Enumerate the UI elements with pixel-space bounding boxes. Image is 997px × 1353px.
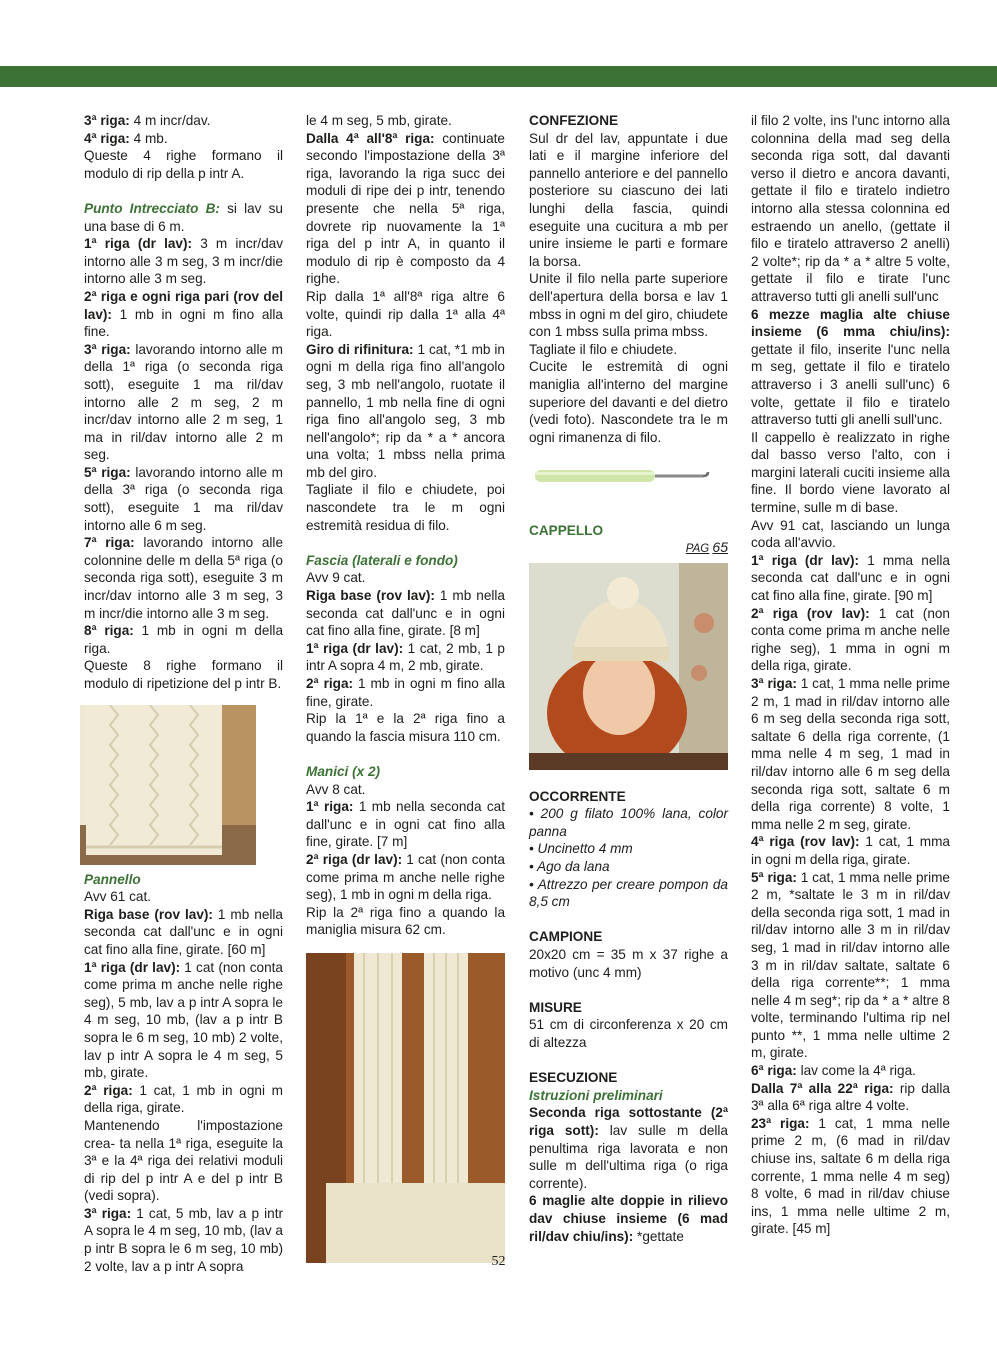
paragraph: Tagliate il filo e chiudete. bbox=[529, 341, 678, 357]
paragraph: Rip dalla 1ª all'8ª riga altre 6 volte, quindi rip dalla 1ª alla 4ª riga. bbox=[306, 288, 505, 340]
paragraph: 2ª riga: 1 cat, 1 mb in ogni m della riga, girate. bbox=[84, 1082, 283, 1116]
paragraph: Unite il filo nella parte superiore dell'apertura della borsa e lav 1 mbss in ogni m del giro, chiudete con 1 mbss sulla prima mbss. bbox=[529, 271, 728, 340]
paragraph: Dalla 4ª all'8ª riga: continuate secondo l'impostazione della 3ª riga, lavorando la riga succ dei moduli di ripe dei p intr, tenendo presente che nella 5ª riga, dovrete rip nuovamente la 1ª riga del p intr A, in quanto il modulo di rip è composto da 4 righe. bbox=[306, 130, 505, 287]
column-4 bbox=[751, 112, 950, 1238]
crochet-hook-image bbox=[529, 446, 728, 504]
paragraph: Avv 91 cat, lasciando un lunga coda all'avvio. bbox=[751, 517, 950, 551]
paragraph: 5ª riga: 1 cat, 1 mma nelle prime 2 m, *saltate le 3 m in ril/dav della seconda riga sott, 1 mad in ril/dav intorno alle 3 m in ril/dav seg, 1 mad in ril/dav intorno alle 3 m in ril/dav saltate, saltate 6 della riga corrente**; 1 mma nelle 4 m seg*; rip da * a * altre 8 volte, terminando l'ultima rip nel punto **, 1 mma nelle ultime 2 m, girate. bbox=[751, 869, 950, 1061]
paragraph: 1ª riga (dr lav): 1 cat (non conta come prima m anche nelle righe seg), 5 mb, lav a p intr A sopra le 4 m seg, 10 mb, (lav a p intr B sopra le 6 m seg, 10 mb) 2 volte, lav p intr A sopra le 4 m seg, 5 mb, girate. bbox=[84, 959, 283, 1081]
paragraph: 5ª riga: lavorando intorno alle m della 3ª riga (o seconda riga sott), eseguite 1 ma ril/dav intorno alle 6 m seg. bbox=[84, 464, 283, 533]
header-green-band bbox=[0, 66, 997, 87]
materials-item: • Uncinetto 4 mm bbox=[529, 841, 633, 857]
paragraph: 2ª riga: 1 mb in ogni m fino alla fine, girate. bbox=[306, 676, 505, 709]
paragraph: 8ª riga: 1 mb in ogni m della riga. bbox=[84, 623, 283, 656]
paragraph: Rip la 2ª riga fino a quando la maniglia misura 62 cm. bbox=[306, 904, 505, 938]
section-heading: CONFEZIONE bbox=[529, 113, 619, 128]
paragraph: Riga base (rov lav): 1 mb nella seconda cat dall'unc e in ogni cat fino alla fine, girate. [8 m] bbox=[306, 588, 505, 639]
materials-item: • Ago da lana bbox=[529, 859, 610, 875]
paragraph: 3ª riga: lavorando intorno alle m della 1ª riga (o seconda riga sott), eseguite 1 ma ril/dav intorno alle 2 m seg, 2 m incr/dav intorno alle 2 m seg, 1 ma in ril/dav intorno alle 2 m seg. bbox=[84, 341, 283, 463]
panel-photo bbox=[80, 705, 256, 865]
section-heading: MISURE bbox=[529, 999, 582, 1015]
column-3 bbox=[529, 112, 728, 1245]
section-heading: CAPPELLO bbox=[529, 522, 604, 538]
handle-photo bbox=[306, 953, 505, 1263]
panel-title: Pannello bbox=[84, 871, 141, 887]
paragraph: Punto Intrecciato B: si lav su una base di 6 m. bbox=[84, 200, 283, 234]
paragraph: Mantenendo l'impostazione crea- ta nella 1ª riga, eseguite la 3ª e la 4ª riga dei relativi moduli di rip del p intr A e del p intr B (vedi sopra). bbox=[84, 1117, 283, 1204]
paragraph: Giro di rifinitura: 1 cat, *1 mb in ogni m della riga fino all'angolo seg, 3 mb nell'angolo, ruotate il pannello, 1 mb nella fine di ogni riga fino all'angolo seg, 3 mb nell'angolo*; rip da * a * ancora una volta; 1 mbss nella prima mb del giro. bbox=[306, 341, 505, 480]
paragraph: 3ª riga: 4 m incr/dav. bbox=[84, 113, 211, 128]
paragraph: Dalla 7ª alla 22ª riga: rip dalla 3ª alla 6ª riga altre 4 volte. bbox=[751, 1080, 950, 1114]
paragraph: 23ª riga: 1 cat, 1 mma nelle prime 2 m, (6 mad in ril/dav chiuse ins, saltate 6 m della riga corrente, 1 mma nelle 4 m seg) 8 volte, 6 mad in ril/dav chiuse ins, 1 mma nelle ultime 2 m, girate. [45 m] bbox=[751, 1115, 950, 1237]
paragraph: 4ª riga: 4 mb. bbox=[84, 130, 168, 146]
paragraph: Avv 8 cat. bbox=[306, 781, 366, 797]
paragraph: 6ª riga: lav come la 4ª riga. bbox=[751, 1063, 916, 1079]
paragraph: Tagliate il filo e chiudete, poi nascondete tra le m ogni estremità residua di filo. bbox=[306, 482, 505, 533]
subheading: Fascia (laterali e fondo) bbox=[306, 552, 458, 568]
hat-photo bbox=[529, 563, 728, 770]
paragraph: 20x20 cm = 35 m x 37 righe a motivo (unc 4 mm) bbox=[529, 947, 728, 980]
paragraph: 2ª riga (rov lav): 1 cat (non conta come prima m anche nelle righe seg), 1 mma in ogni m della riga, girate. bbox=[751, 605, 950, 674]
paragraph: 2ª riga e ogni riga pari (rov del lav): 1 mb in ogni m fino alla fine. bbox=[84, 288, 283, 340]
paragraph: Seconda riga sottostante (2ª riga sott): lav sulle m della penultima riga lavorata e non sulle m dell'ultima riga (o riga corrente). bbox=[529, 1105, 728, 1191]
paragraph: 3ª riga: 1 cat, 1 mma nelle prime 2 m, 1 mad in ril/dav intorno alle 6 m seg della seconda riga sott, saltate 6 della riga corrente, (1 mma nelle 4 m seg, 1 mad in ril/dav intorno alle 6 m seg della seconda riga sott, saltate 6 m della riga corrente) 8 volte, 1 mma nelle 2 m seg, girate. bbox=[751, 676, 950, 832]
subheading: Manici (x 2) bbox=[306, 763, 381, 779]
paragraph: 1ª riga: 1 mb nella seconda cat dall'unc e in ogni cat fino alla fine, girate. [7 m] bbox=[306, 799, 506, 850]
paragraph: il filo 2 volte, ins l'unc intorno alla colonnina della mad seg della seconda riga sott, dal davanti verso il dietro e ancora davanti, gettate il filo e tiratelo indietro intorno alla stessa colonnina ed estraendo un anello, (gettate il filo e tiratelo attraverso 2 anelli) 2 volte*; rip da * a * altre 5 volte, gettate il filo e tirate l'unc attraverso tutti gli anelli sull'unc bbox=[751, 113, 950, 304]
paragraph: Il cappello è realizzato in righe dal basso verso l'alto, con i margini laterali cuciti insieme alla fine. Il bordo viene lavorato al termine, sulle m di base. bbox=[751, 429, 950, 516]
paragraph: 3ª riga: 1 cat, 5 mb, lav a p intr A sopra le 4 m seg, 10 mb, (lav a p intr B sopra le 6 m seg, 10 mb) 2 volte, lav a p intr A sopra bbox=[84, 1205, 283, 1274]
paragraph: Avv 61 cat. bbox=[84, 889, 151, 905]
paragraph: Queste 8 righe formano il modulo di ripetizione del p intr B. bbox=[84, 658, 283, 691]
paragraph: 6 mezze maglia alte chiuse insieme (6 mma chiu/ins): gettate il filo, inserite l'unc nella m seg, gettate il filo e tiratelo attraverso i 3 anelli sull'unc) 6 volte, gettate il filo e tiratelo attraverso tutti gli anelli sull'unc. bbox=[751, 306, 950, 428]
paragraph: 1ª riga (dr lav): 3 m incr/dav intorno alle 3 m seg, 3 m incr/die intorno alle 3 m seg. bbox=[84, 236, 283, 287]
page-reference: PAG 65 bbox=[685, 539, 728, 556]
paragraph: 51 cm di circonferenza x 20 cm di altezza bbox=[529, 1017, 728, 1050]
paragraph: le 4 m seg, 5 mb, girate. bbox=[306, 113, 452, 128]
paragraph: Riga base (rov lav): 1 mb nella seconda cat dall'unc e in ogni cat fino alla fine, girate. [60 m] bbox=[84, 906, 283, 957]
paragraph: 2ª riga (dr lav): 1 cat (non conta come prima m anche nelle righe seg), 1 mb in ogni m della riga. bbox=[306, 851, 505, 903]
page-number: 52 bbox=[491, 1254, 506, 1269]
materials-item: • 200 g filato 100% lana, color panna bbox=[529, 806, 728, 839]
paragraph: Sul dr del lav, appuntate i due lati e il margine inferiore del pannello anteriore e del pannello posteriore su ciascuno dei lati lunghi della fascia, quindi eseguite una cucitura a mb per unire insieme le parti e formare la borsa. bbox=[529, 130, 728, 269]
section-heading: ESECUZIONE bbox=[529, 1070, 618, 1086]
column-2 bbox=[306, 112, 505, 1263]
paragraph: Rip la 1ª e la 2ª riga fino a quando la fascia misura 110 cm. bbox=[306, 711, 505, 744]
materials-item: • Attrezzo per creare pompon da 8,5 cm bbox=[529, 876, 728, 910]
paragraph: 7ª riga: lavorando intorno alle colonnine delle m della 5ª riga (o seconda riga sott), eseguite 3 m incr/dav intorno alle 3 m seg, 3 m incr/die intorno alle 3 m seg. bbox=[84, 535, 284, 621]
paragraph: 6 maglie alte doppie in rilievo dav chiuse insieme (6 mad ril/dav chiu/ins): *gettate bbox=[529, 1193, 728, 1244]
section-heading: OCCORRENTE bbox=[529, 788, 626, 804]
paragraph: Queste 4 righe formano il modulo di rip della p intr A. bbox=[84, 148, 283, 181]
paragraph: Avv 9 cat. bbox=[306, 570, 366, 586]
paragraph: 1ª riga (dr lav): 1 cat, 2 mb, 1 p intr A sopra 4 m, 2 mb, girate. bbox=[306, 640, 505, 674]
hat-image-icon bbox=[529, 563, 728, 770]
panel-image-icon bbox=[80, 705, 256, 865]
section-heading: CAMPIONE bbox=[529, 929, 603, 945]
handle-image-icon bbox=[306, 953, 505, 1263]
paragraph: 1ª riga (dr lav): 1 mma nella seconda cat dall'unc e in ogni cat fino alla fine, girate. [90 m] bbox=[751, 552, 950, 604]
paragraph: 4ª riga (rov lav): 1 cat, 1 mma in ogni m della riga, girate. bbox=[751, 834, 950, 867]
column-1 bbox=[84, 112, 283, 1275]
subheading: Istruzioni preliminari bbox=[529, 1087, 663, 1103]
crochet-hook-icon bbox=[529, 446, 728, 504]
paragraph: Cucite le estremità di ogni maniglia all'interno del margine superiore del davanti e del dietro (vedi foto). Nascondete tra le m ogni rimanenza di filo. bbox=[529, 359, 728, 445]
